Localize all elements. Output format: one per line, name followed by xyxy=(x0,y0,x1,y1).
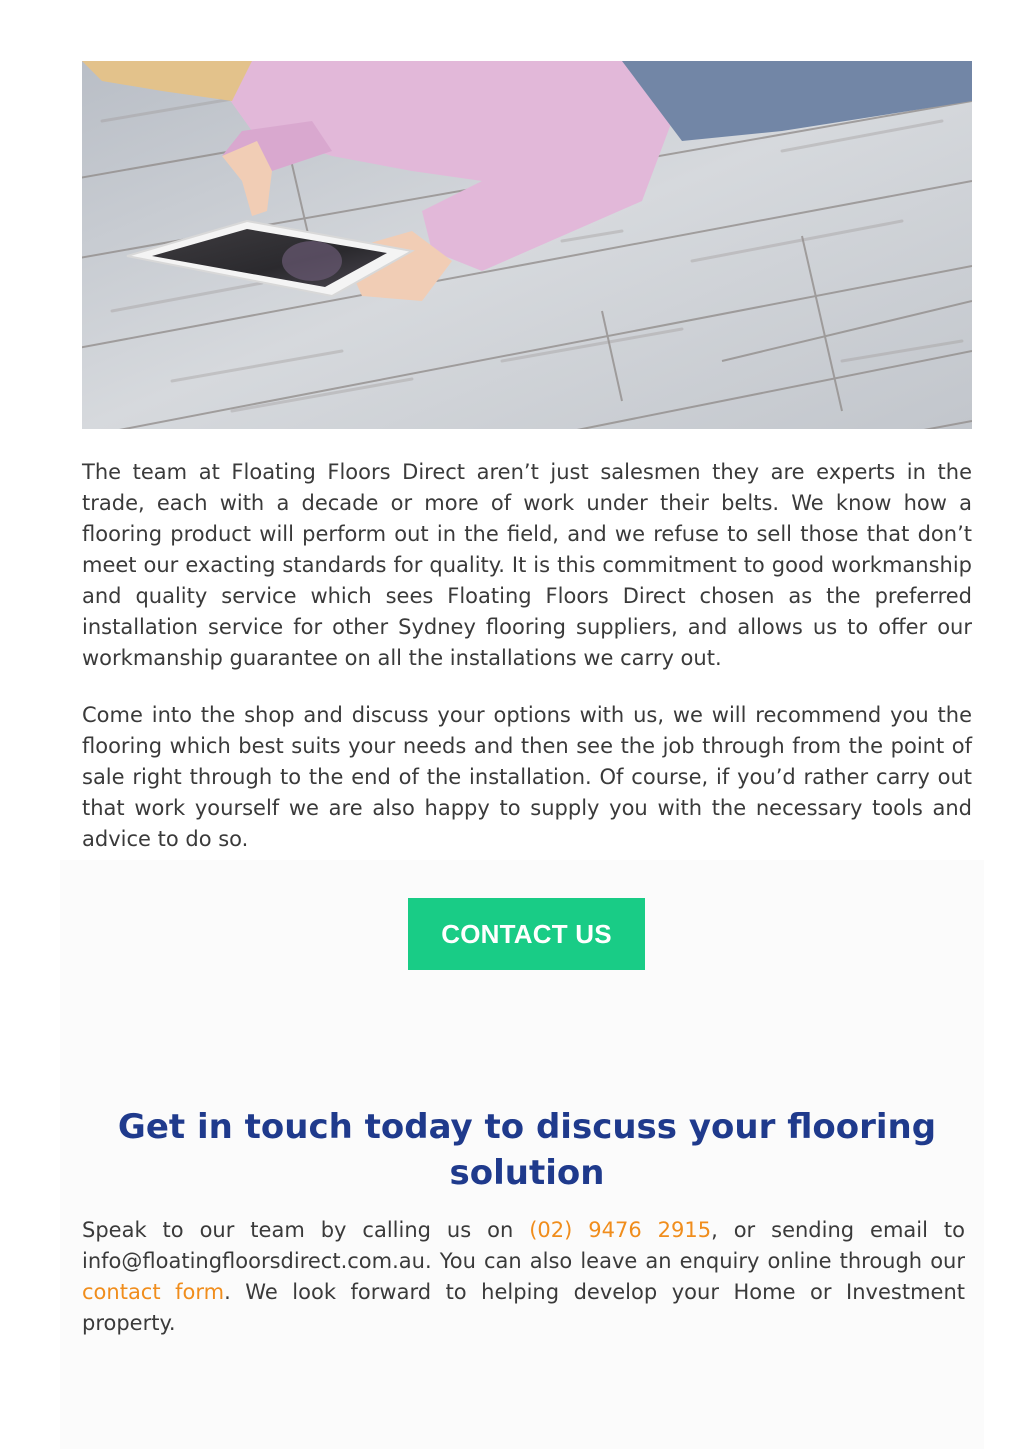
intro-paragraph-2: Come into the shop and discuss your options with us, we will recommend you the flooring which best suits your needs and then see the job through from the point of sale right through to the end of the installation. Of course, if you’d rather carry out that work yourself we are also happy to supply you with the necessary tools and advice to do so. xyxy=(82,703,972,851)
phone-link[interactable]: (02) 9476 2915 xyxy=(529,1218,712,1242)
intro-paragraph-1: The team at Floating Floors Direct aren’t just salesmen they are experts in the trade, each with a decade or more of work under their belts. We know how a flooring product will perform out in the field, and we refuse to sell those that don’t meet our exacting standards for quality. It is this commitment to good workmanship and quality service which sees Floating Floors Direct chosen as the preferred installation service for other Sydney flooring suppliers, and allows us to offer our workmanship guarantee on all the installations we carry out. xyxy=(82,460,972,670)
contact-text-intro: Speak to our team by calling us on xyxy=(82,1218,530,1242)
contact-paragraph xyxy=(82,1215,965,1339)
contact-text-outro: . We look forward to helping develop your Home or Investment property. xyxy=(82,1280,965,1335)
hero-image xyxy=(82,61,972,429)
get-in-touch-heading: Get in touch today to discuss your flooring solution xyxy=(117,1107,937,1193)
floor-tablet-illustration-icon xyxy=(82,61,972,429)
contact-form-link[interactable]: contact form xyxy=(82,1280,225,1304)
contact-us-button[interactable]: CONTACT US xyxy=(408,898,645,970)
contact-text-email: , or sending email to info@floatingfloorsdirect.com.au. You can also leave an enquiry online through our xyxy=(82,1218,965,1273)
